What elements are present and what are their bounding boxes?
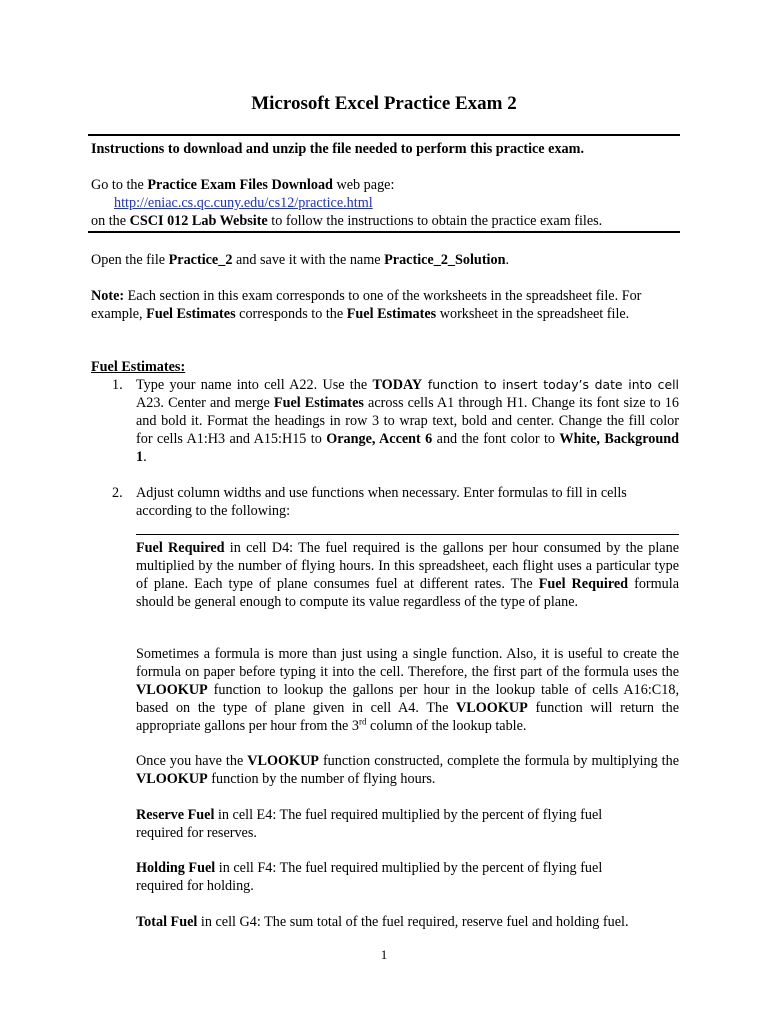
download-page-name: Practice Exam Files Download [147,177,333,193]
lab-website-line: on the CSCI 012 Lab Website to follow the instructions to obtain the practice exam files. [91,213,603,229]
item-1-text: Type your name into cell A22. Use the TODAY function to insert today’s date into cell A23. Center and merge Fuel Estimates across cells A1 through H1. Change its font size to 16 and bold it. Format the headings in row 3 to wrap text, bold and center. Change the fill color for cells A1:H3 and A15:H15 to Orange, Accent 6 and the font color to White, Background 1. [136,377,679,465]
item-1-number: 1. [112,377,123,393]
reserve-fuel-paragraph: Reserve Fuel in cell E4: The fuel required multiplied by the percent of flying fuel required for reserves. [136,807,603,841]
page-number: 1 [380,947,388,962]
formula-divider [136,534,679,535]
note-paragraph: Note: Each section in this exam corresponds to one of the worksheets in the spreadsheet file. For example, Fuel Estimates corresponds to the Fuel Estimates worksheet in the spreadsheet file. [91,288,642,322]
solution-file-name: Practice_2_Solution [384,252,506,268]
lab-website-name: CSCI 012 Lab Website [129,213,268,229]
open-file-paragraph: Open the file Practice_2 and save it with the name Practice_2_Solution. [91,252,510,268]
vlookup-explanation-paragraph: Sometimes a formula is more than just using a single function. Also, it is useful to create the formula on paper before typing it into the cell. Therefore, the first part of the formula uses the VLOOKUP function to lookup the gallons per hour in the lookup table of cells A16:C18, based on the type of plane given in cell A4. The VLOOKUP function will return the appropriate gallons per hour from the 3rd column of the lookup table. [136,646,679,734]
goto-paragraph: Go to the Practice Exam Files Download web page: [91,177,395,193]
note-label: Note: [91,288,125,304]
holding-fuel-paragraph: Holding Fuel in cell F4: The fuel required multiplied by the percent of flying fuel required for holding. [136,860,603,894]
section-heading: Fuel Estimates: [91,359,186,375]
download-url-link[interactable]: http://eniac.cs.qc.cuny.edu/cs12/practice.html [114,195,373,211]
middle-divider [88,231,680,233]
instructions-heading: Instructions to download and unzip the file needed to perform this practice exam. [91,141,585,157]
top-divider [88,134,680,136]
practice-file-name: Practice_2 [168,252,233,268]
vlookup-complete-paragraph: Once you have the VLOOKUP function constructed, complete the formula by multiplying the VLOOKUP function by the number of flying hours. [136,753,679,787]
item-2-number: 2. [112,485,123,501]
total-fuel-paragraph: Total Fuel in cell G4: The sum total of the fuel required, reserve fuel and holding fuel. [136,914,629,930]
fuel-required-paragraph: Fuel Required in cell D4: The fuel required is the gallons per hour consumed by the plane multiplied by the number of flying hours. In this spreadsheet, each flight uses a particular type of plane. Each type of plane consumes fuel at different rates. The Fuel Required formula should be general enough to compute its value regardless of the type of plane. [136,540,680,610]
document-title: Microsoft Excel Practice Exam 2 [251,93,517,114]
download-link-line [114,194,674,212]
item-2-text: Adjust column widths and use functions when necessary. Enter formulas to fill in cells according to the following: [136,485,627,519]
